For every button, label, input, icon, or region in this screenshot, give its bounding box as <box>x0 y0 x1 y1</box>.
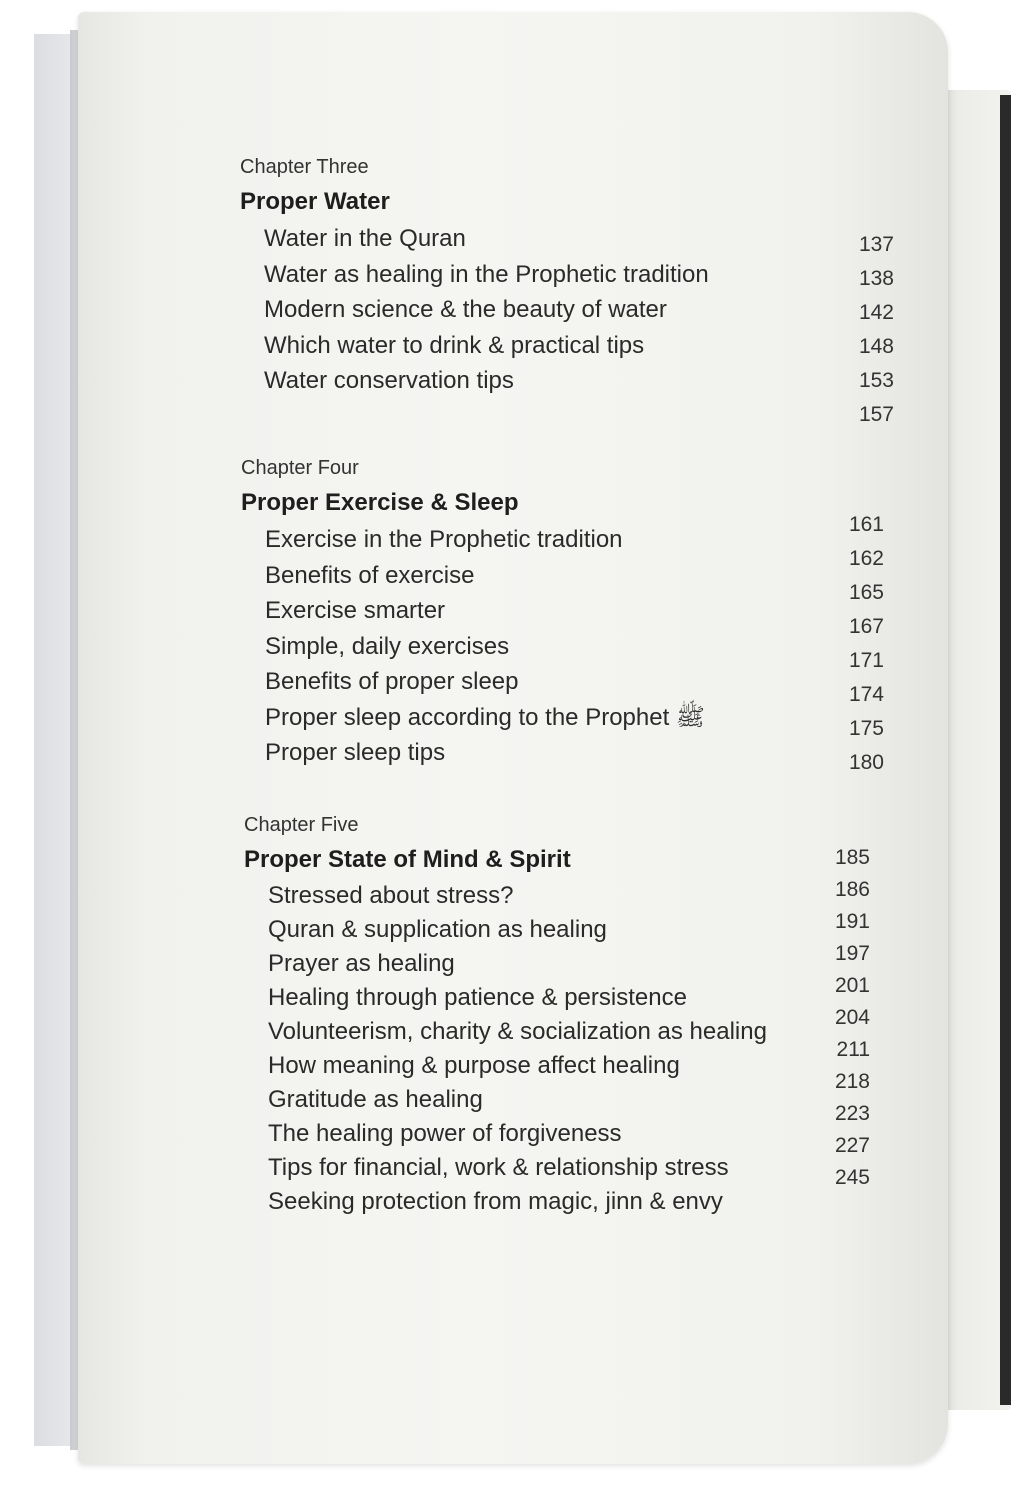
toc-entry-list <box>241 522 705 771</box>
toc-entry[interactable]: Tips for financial, work & relationship stress <box>268 1154 729 1181</box>
page-number: 165 <box>848 581 884 604</box>
toc-entry-list <box>244 879 767 1219</box>
toc-entry[interactable]: Proper sleep according to the Prophet ﷺ <box>265 703 705 731</box>
right-page-shadow <box>1000 95 1011 1405</box>
toc-entry[interactable]: Gratitude as healing <box>268 1086 483 1113</box>
page-number: 227 <box>834 1134 870 1157</box>
page-number: 197 <box>834 942 870 965</box>
chapter-title: Proper State of Mind & Spirit <box>244 846 571 873</box>
toc-entry[interactable]: Prayer as healing <box>268 950 455 977</box>
page-number: 167 <box>848 615 884 638</box>
chapter-five <box>244 813 767 1219</box>
toc-entry[interactable]: Healing through patience & persistence <box>268 984 687 1011</box>
page-number-column <box>810 508 884 780</box>
toc-entry[interactable]: How meaning & purpose affect healing <box>268 1052 680 1079</box>
chapter-title: Proper Exercise & Sleep <box>241 489 519 516</box>
toc-entry[interactable]: Exercise in the Prophetic tradition <box>265 526 623 553</box>
toc-entry[interactable]: Benefits of exercise <box>265 561 475 589</box>
page-number-column <box>790 842 870 1194</box>
toc-entry[interactable]: Volunteerism, charity & socialization as healing <box>268 1018 767 1045</box>
toc-entry[interactable]: Quran & supplication as healing <box>268 916 607 943</box>
chapter-label: Chapter Five <box>244 814 359 836</box>
page-number: 148 <box>858 335 894 358</box>
page-number: 171 <box>848 649 884 672</box>
page-number: 174 <box>848 683 884 706</box>
toc-entry[interactable]: Water in the Quran <box>264 225 466 252</box>
toc-entry[interactable]: Modern science & the beauty of water <box>264 296 667 323</box>
page-number: 180 <box>848 751 884 774</box>
page-number: 223 <box>834 1102 870 1125</box>
page-number: 161 <box>848 513 884 536</box>
page-number: 204 <box>834 1006 870 1029</box>
toc-entry[interactable]: Simple, daily exercises <box>265 632 510 660</box>
page-number: 153 <box>858 369 894 392</box>
toc-entry[interactable]: Proper sleep tips <box>265 739 446 766</box>
toc-entry[interactable]: Stressed about stress? <box>268 882 514 909</box>
toc-entry[interactable]: Exercise smarter <box>265 597 446 624</box>
page-number: 175 <box>848 717 884 740</box>
page-number: 185 <box>834 846 870 869</box>
chapter-three <box>240 155 709 399</box>
page-number: 138 <box>858 267 894 290</box>
page-number: 211 <box>836 1038 870 1061</box>
toc-entry[interactable]: Water conservation tips <box>264 367 514 394</box>
chapter-label: Chapter Four <box>241 457 359 479</box>
toc-entry-list <box>240 221 709 399</box>
toc-entry[interactable]: Which water to drink & practical tips <box>264 331 645 359</box>
page-number: 137 <box>858 233 894 256</box>
toc-entry[interactable]: Seeking protection from magic, jinn & envy <box>268 1188 723 1215</box>
page-number: 218 <box>834 1070 870 1093</box>
page-number: 191 <box>834 910 870 933</box>
page-number: 157 <box>858 403 894 426</box>
page-number: 186 <box>834 878 870 901</box>
chapter-four <box>241 456 705 771</box>
toc-entry[interactable]: Water as healing in the Prophetic tradition <box>264 260 709 288</box>
page-number: 201 <box>834 974 870 997</box>
chapter-title: Proper Water <box>240 188 390 215</box>
page-number-column <box>820 228 894 432</box>
page-number: 142 <box>858 301 894 324</box>
page-number: 245 <box>834 1166 870 1189</box>
toc-entry[interactable]: Benefits of proper sleep <box>265 668 519 695</box>
chapter-label: Chapter Three <box>240 156 369 178</box>
toc-entry[interactable]: The healing power of forgiveness <box>268 1120 622 1147</box>
page-number: 162 <box>848 547 884 570</box>
